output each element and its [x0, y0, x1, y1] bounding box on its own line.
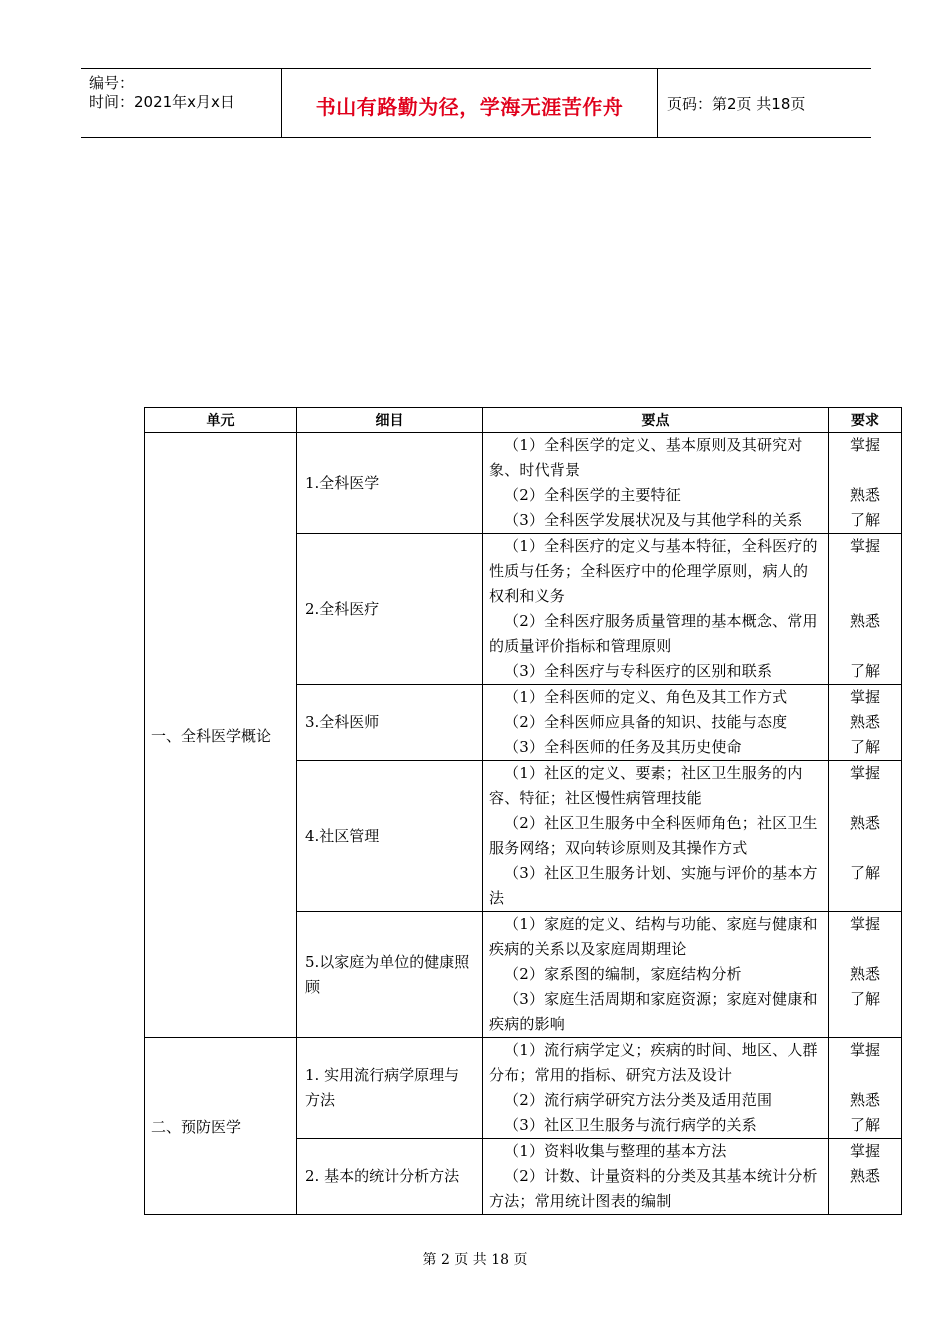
points-cell: [483, 685, 829, 761]
requirement-level: 了解: [849, 990, 880, 1008]
header-meta-cell: [81, 69, 282, 137]
key-point: （3）全科医师的任务及其历史使命: [504, 738, 742, 756]
requirement-level: 掌握: [849, 1041, 880, 1059]
key-point: （2）全科医师应具备的知识、技能与态度: [504, 713, 788, 731]
header-page-info: 页码：第2页 共18页: [667, 95, 806, 113]
requirement-level: 了解: [849, 511, 880, 529]
page-footer: 第 2 页 共 18 页: [422, 1252, 528, 1268]
syllabus-table: [144, 407, 902, 1215]
key-point: （3）全科医学发展状况及与其他学科的关系: [504, 511, 803, 529]
column-header-unit: 单元: [145, 408, 297, 433]
points-cell: [483, 433, 829, 534]
header-motto-cell: [282, 69, 658, 137]
key-point: （3）全科医疗与专科医疗的区别和联系: [504, 662, 773, 680]
table-row: [145, 433, 902, 534]
requirement-cell: [829, 433, 902, 534]
table-row: [145, 1038, 902, 1139]
column-header-points: 要点: [483, 408, 829, 433]
requirement-level: 熟悉: [849, 713, 880, 731]
requirement-level: 了解: [849, 864, 880, 882]
detail-cell: 5.以家庭为单位的健康照顾: [297, 912, 483, 1038]
column-header-detail: 细目: [297, 408, 483, 433]
points-cell: [483, 761, 829, 912]
requirement-cell: [829, 685, 902, 761]
table-header-row: [145, 408, 902, 433]
key-point: （1）全科医师的定义、角色及其工作方式: [504, 688, 788, 706]
key-point: （2）流行病学研究方法分类及适用范围: [504, 1091, 773, 1109]
requirement-level: 熟悉: [849, 612, 880, 630]
requirement-cell: [829, 912, 902, 1038]
detail-cell: 1.全科医学: [297, 433, 483, 534]
document-date: 时间：2021年x月x日: [89, 93, 235, 111]
points-cell: [483, 1139, 829, 1215]
detail-cell: 3.全科医师: [297, 685, 483, 761]
requirement-level: 熟悉: [849, 965, 880, 983]
key-point: （1）全科医学的定义、基本原则及其研究对象、时代背景: [489, 436, 803, 479]
key-point: （2）家系图的编制，家庭结构分析: [504, 965, 742, 983]
points-cell: [483, 1038, 829, 1139]
key-point: （3）社区卫生服务计划、实施与评价的基本方法: [489, 864, 818, 907]
requirement-level: 掌握: [849, 915, 880, 933]
header-page-cell: [658, 69, 871, 137]
detail-cell: 2. 基本的统计分析方法: [297, 1139, 483, 1215]
unit-cell: 一、全科医学概论: [145, 433, 297, 1038]
requirement-level: 熟悉: [849, 1167, 880, 1185]
requirement-level: 掌握: [849, 764, 880, 782]
key-point: （1）流行病学定义；疾病的时间、地区、人群分布；常用的指标、研究方法及设计: [489, 1041, 818, 1084]
detail-cell: 4.社区管理: [297, 761, 483, 912]
document-number-label: 编号：: [89, 74, 135, 92]
key-point: （2）计数、计量资料的分类及其基本统计分析方法；常用统计图表的编制: [489, 1167, 818, 1210]
requirement-level: 了解: [849, 738, 880, 756]
requirement-cell: [829, 761, 902, 912]
requirement-level: 了解: [849, 662, 880, 680]
requirement-level: 掌握: [849, 688, 880, 706]
key-point: （1）家庭的定义、结构与功能、家庭与健康和疾病的关系以及家庭周期理论: [489, 915, 818, 958]
requirement-level: 熟悉: [849, 1091, 880, 1109]
unit-cell: 二、预防医学: [145, 1038, 297, 1215]
key-point: （3）社区卫生服务与流行病学的关系: [504, 1116, 757, 1134]
key-point: （1）全科医疗的定义与基本特征，全科医疗的性质与任务；全科医疗中的伦理学原则，病人的权利和义务: [489, 537, 818, 605]
requirement-level: 熟悉: [849, 814, 880, 832]
requirement-level: 掌握: [849, 537, 880, 555]
key-point: （1）资料收集与整理的基本方法: [504, 1142, 727, 1160]
key-point: （1）社区的定义、要素；社区卫生服务的内容、特征；社区慢性病管理技能: [489, 764, 803, 807]
requirement-level: 熟悉: [849, 486, 880, 504]
column-header-requirement: 要求: [829, 408, 902, 433]
key-point: （2）社区卫生服务中全科医师角色；社区卫生服务网络；双向转诊原则及其操作方式: [489, 814, 818, 857]
points-cell: [483, 534, 829, 685]
detail-cell: 1. 实用流行病学原理与方法: [297, 1038, 483, 1139]
key-point: （3）家庭生活周期和家庭资源；家庭对健康和疾病的影响: [489, 990, 818, 1033]
detail-cell: 2.全科医疗: [297, 534, 483, 685]
points-cell: [483, 912, 829, 1038]
header-motto: 书山有路勤为径，学海无涯苦作舟: [315, 95, 624, 119]
requirement-cell: [829, 534, 902, 685]
requirement-cell: [829, 1139, 902, 1215]
requirement-level: 掌握: [849, 436, 880, 454]
requirement-cell: [829, 1038, 902, 1139]
key-point: （2）全科医学的主要特征: [504, 486, 681, 504]
requirement-level: 掌握: [849, 1142, 880, 1160]
key-point: （2）全科医疗服务质量管理的基本概念、常用的质量评价指标和管理原则: [489, 612, 818, 655]
document-header: [81, 68, 871, 138]
requirement-level: 了解: [849, 1116, 880, 1134]
